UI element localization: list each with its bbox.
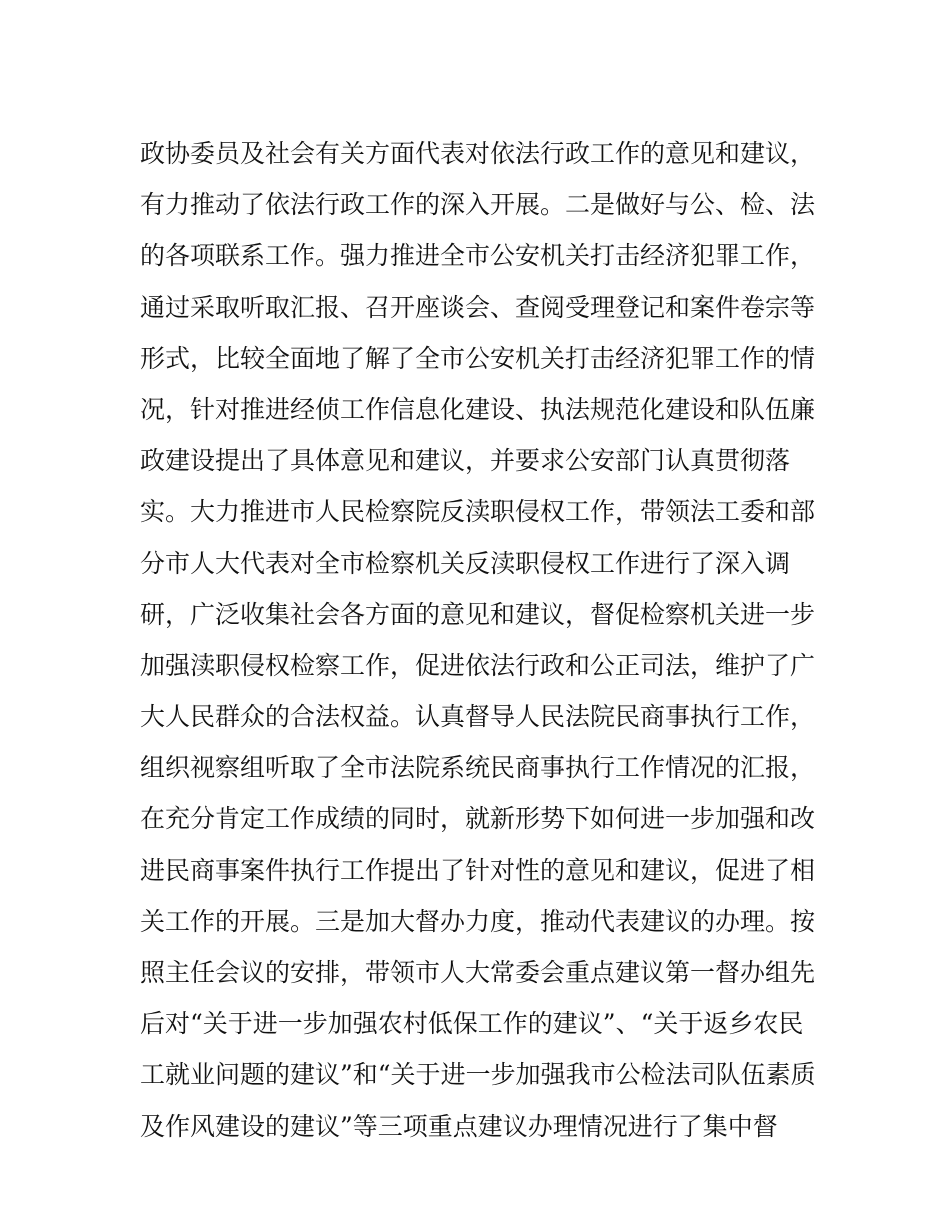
- body-text: [140, 128, 820, 1152]
- text-line: 分市人大代表对全市检察机关反渎职侵权工作进行了深入调: [140, 548, 791, 578]
- text-line: 加强渎职侵权检察工作，促进依法行政和公正司法，维护了广: [140, 650, 816, 680]
- text-line: 通过采取听取汇报、召开座谈会、查阅受理登记和案件卷宗等: [140, 292, 816, 322]
- text-line: 有力推动了依法行政工作的深入开展。二是做好与公、检、法: [140, 190, 816, 220]
- text-line: 及作风建设的建议”等三项重点建议办理情况进行了集中督: [140, 1111, 778, 1141]
- text-line: 关工作的开展。三是加大督办力度，推动代表建议的办理。按: [140, 906, 816, 936]
- text-line: 照主任会议的安排，带领市人大常委会重点建议第一督办组先: [140, 958, 816, 987]
- text-line: 政建设提出了具体意见和建议，并要求公安部门认真贯彻落: [140, 446, 791, 476]
- text-line: 工就业问题的建议”和“关于进一步加强我市公检法司队伍素质: [140, 1060, 816, 1090]
- text-line: 在充分肯定工作成绩的同时，就新形势下如何进一步加强和改: [140, 804, 816, 834]
- text-line: 大人民群众的合法权益。认真督导人民法院民商事执行工作，: [140, 702, 816, 732]
- text-line: 政协委员及社会有关方面代表对依法行政工作的意见和建议，: [140, 139, 816, 168]
- text-line: 组织视察组听取了全市法院系统民商事执行工作情况的汇报，: [140, 753, 816, 783]
- text-line: 后对“关于进一步加强农村低保工作的建议”、“关于返乡农民: [140, 1009, 804, 1039]
- text-line: 的各项联系工作。强力推进全市公安机关打击经济犯罪工作，: [140, 241, 816, 271]
- text-line: 形式，比较全面地了解了全市公安机关打击经济犯罪工作的情: [140, 343, 816, 373]
- text-line: 研，广泛收集社会各方面的意见和建议，督促检察机关进一步: [140, 599, 816, 629]
- text-line: 况，针对推进经侦工作信息化建设、执法规范化建设和队伍廉: [140, 394, 816, 424]
- text-line: 实。大力推进市人民检察院反渎职侵权工作，带领法工委和部: [140, 497, 816, 527]
- text-line: 进民商事案件执行工作提出了针对性的意见和建议，促进了相: [140, 855, 816, 885]
